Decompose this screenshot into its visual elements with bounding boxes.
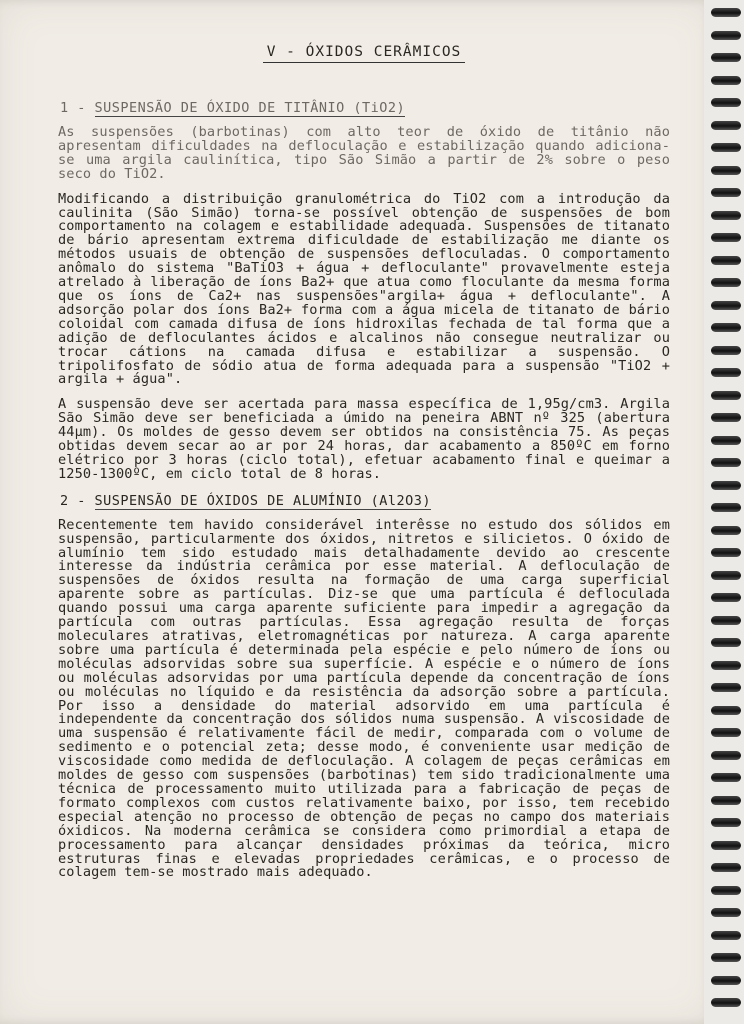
section-heading-aluminio [60, 493, 670, 509]
spiral-coil [711, 121, 741, 130]
spiral-coil [711, 323, 741, 332]
spiral-coil [711, 863, 741, 872]
spiral-coil [711, 548, 741, 557]
section-number: 2 - [60, 492, 86, 509]
spiral-binding [704, 0, 744, 1024]
spiral-coil [711, 211, 741, 220]
section-number: 1 - [60, 100, 86, 116]
paragraph: Recentemente tem havido considerável interêsse no estudo dos sólidos em suspensão, particularmente dos óxidos, nitretos e silicietos. O óxido de alumínio tem sido estudado mais detalhadamente devido ao crescente interesse da indústria cerâmica por esse material. A defloculação de suspensões de óxidos resulta na formação de uma carga superficial aparente sobre as partículas. Diz-se que uma partícula é defloculada quando possui uma carga aparente suficiente para impedir a agregação da partícula com outras partículas. Essa agregação resulta de forças moleculares atrativas, eletromagnéticas por natureza. A carga aparente sobre uma partícula é determinada pela espécie e pelo número de íons ou moléculas adsorvidas sobre sua superfície. A espécie e o número de íons ou moléculas adsorvidas por uma partícula depende da concentração de íons ou moléculas no líquido e da resistência da adsorção sobre a partícula. Por isso a densidade do material adsorvido em uma partícula é independente da concentração dos sólidos numa suspensão. A viscosidade de uma suspensão é relativamente fácil de medir, comparada com o volume de sedimento e o potencial zeta; desse modo, é conveniente usar medição de viscosidade como medida de defloculação. A colagem de peças cerâmicas em moldes de gesso com suspensões (barbotinas) tem sido tradicionalmente uma técnica de processamento muito utilizada para a fabricação de peças de formato complexos com custos relativamente baixo, por isso, tem recebido especial atenção no processo de obtenção de peças no campo dos materiais óxidicos. Na moderna cerâmica se considera como primordial a etapa de processamento para alcançar densidades próximas da teórica, micro estruturas finas e elevadas propriedades cerâmicas, e o processo de colagem tem-se mostrado mais adequado. [58, 516, 670, 881]
spiral-coil [711, 458, 741, 467]
spiral-coil [711, 436, 741, 445]
spiral-coil [711, 593, 741, 602]
spiral-coil [711, 886, 741, 895]
spiral-coil [711, 661, 741, 670]
paragraph: Modificando a distribuição granulométrica do TiO2 com a introdução da caulinita (São Simão) torna-se possível obtenção de suspensões de bom comportamento na colagem e estabilidade adequada. Suspensões de titanato de bário apresentam extrema dificuldade de estabilização me diante os métodos usuais de obtenção de suspensões defloculadas. O comportamento anômalo do sistema "BaTiO3 + água + defloculante" provavelmente esteja atrelado à liberação de íons Ba2+ que atua como floculante da mesma forma que os íons de Ca2+ nas suspensões"argila+ água + defloculante". A adsorção polar dos íons Ba2+ forma com a água micela de titanato de bário coloidal com camada difusa de íons hidroxilas fechada de tal forma que a adição de defloculantes ácidos e alcalinos não consegue neutralizar ou trocar cátions na camada difusa e estabilizar a suspensão. O tripolifosfato de sódio atua de forma adequada para a suspensão "TiO2 + argila + água". [58, 190, 670, 388]
spiral-coil [711, 616, 741, 625]
section-title: SUSPENSÃO DE ÓXIDO DE TITÂNIO (TiO2) [94, 100, 406, 116]
spiral-coil [711, 346, 741, 355]
spiral-coil [711, 233, 741, 242]
spiral-coil [711, 526, 741, 535]
spiral-coil [711, 166, 741, 175]
spiral-coil [711, 796, 741, 805]
spiral-coil [711, 638, 741, 647]
spiral-coil [711, 571, 741, 580]
spiral-coil [711, 76, 741, 85]
section-title: SUSPENSÃO DE ÓXIDOS DE ALUMÍNIO (Al2O3) [94, 492, 432, 509]
spiral-coil [711, 728, 741, 737]
spiral-coil [711, 256, 741, 265]
spiral-coil [711, 998, 741, 1007]
spiral-coil [711, 773, 741, 782]
spiral-coil [711, 31, 741, 40]
spiral-coil [711, 8, 741, 17]
spiral-coil [711, 503, 741, 512]
spiral-coil [711, 818, 741, 827]
paragraph: A suspensão deve ser acertada para massa específica de 1,95g/cm3. Argila São Simão deve ser beneficiada a úmido na peneira ABNT nº 325 (abertura 44µm). Os moldes de gesso devem ser obtidos na consistência 75. As peças obtidas devem secar ao ar por 24 horas, dar acabamento a 850ºC em forno elétrico por 3 horas (ciclo total), efetuar acabamento final e queimar a 1250-1300ºC, em ciclo total de 8 horas. [58, 396, 670, 482]
chapter-title [58, 44, 670, 60]
spiral-coil [711, 931, 741, 940]
spiral-coil [711, 413, 741, 422]
spiral-coil [711, 683, 741, 692]
paragraph: As suspensões (barbotinas) com alto teor de óxido de titânio não apresentam dificuldades na defloculação e estabilização quando adiciona-se uma argila caulinítica, tipo São Simão a partir de 2% sobre o peso seco do TiO2. [58, 124, 670, 182]
spiral-coil [711, 368, 741, 377]
spiral-coil [711, 98, 741, 107]
chapter-title-text: V - ÓXIDOS CERÂMICOS [263, 44, 466, 63]
spiral-coil [711, 841, 741, 850]
section-heading-titanio [60, 100, 670, 116]
spiral-coil [711, 188, 741, 197]
spiral-coil [711, 908, 741, 917]
spiral-coil [711, 391, 741, 400]
spiral-coil [711, 706, 741, 715]
spiral-coil [711, 976, 741, 985]
spiral-coil [711, 301, 741, 310]
spiral-coil [711, 278, 741, 287]
spiral-coil [711, 143, 741, 152]
spiral-coil [711, 953, 741, 962]
spiral-coil [711, 751, 741, 760]
spiral-coil [711, 481, 741, 490]
page-content [58, 44, 670, 891]
spiral-coil [711, 53, 741, 62]
